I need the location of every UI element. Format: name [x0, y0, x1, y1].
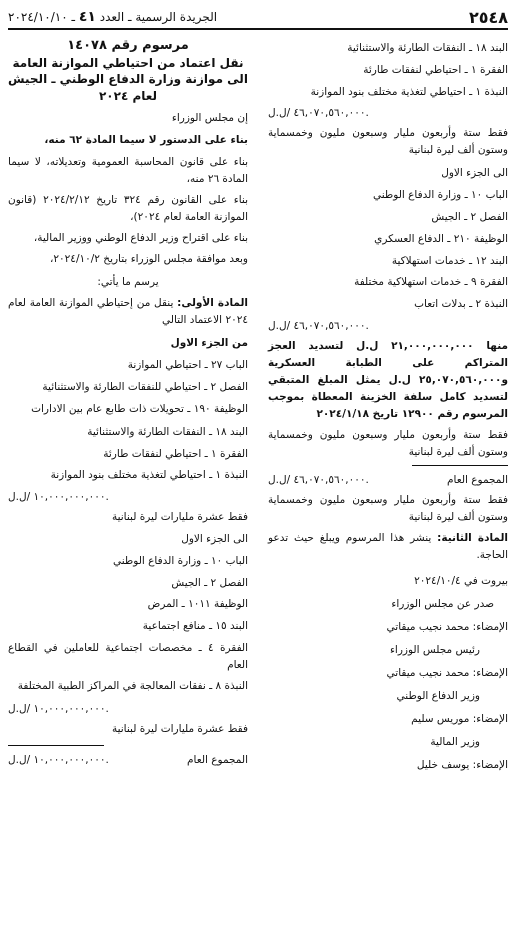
- defense-minister-title: وزير الدفاع الوطني: [396, 689, 480, 702]
- decree-title: نقل اعتماد من احتياطي الموازنة العامة الى موازنة وزارة الدفاع الوطني ـ الجيش لعام ٢٠٢٤: [8, 55, 248, 103]
- grand-total: [268, 470, 508, 490]
- amount: ٤٦,٠٧٠,٥٦٠,٠٠٠ /ل.ل.: [268, 107, 369, 120]
- finance-minister-title: وزير المالية: [430, 735, 480, 748]
- article-two-text: ينشر هذا المرسوم ويبلغ حيث تدعو الحاجة.: [268, 531, 508, 561]
- budget-line: الفقرة ٩ ـ خدمات استهلاكية مختلفة: [354, 276, 508, 289]
- signature: الإمضاء: يوسف خليل: [416, 758, 508, 771]
- amount: ١٠,٠٠٠,٠٠٠,٠٠٠ /ل.ل.: [8, 702, 109, 715]
- budget-line: البند ١٨ ـ النفقات الطارئة والاستثنائية: [87, 425, 248, 438]
- page-header: [8, 6, 508, 30]
- budget-line: النبذة ٢ ـ بدلات اتعاب: [414, 298, 508, 311]
- budget-line: الفصل ٢ ـ احتياطي للنفقات الطارئة والاستثنائية: [42, 380, 248, 393]
- article-two: [268, 530, 508, 564]
- recital: بناء على اقتراح وزير الدفاع الوطني ووزير المالية،: [33, 231, 248, 244]
- council-heading: إن مجلس الوزراء: [171, 112, 248, 124]
- article-one-label: المادة الأولى:: [177, 297, 249, 310]
- grand-total-value: ١٠,٠٠٠,٠٠٠,٠٠٠ /ل.ل.: [8, 753, 109, 766]
- amount-in-words: فقط ستة وأربعون مليار وسبعون مليون وخمسماية وستون ألف ليرة لبنانية: [268, 493, 508, 523]
- journal-title: [8, 9, 217, 25]
- grand-total-label: المجموع العام: [447, 473, 508, 486]
- page-number: ٢٥٤٨: [468, 7, 508, 27]
- allocation-note: منها ٢١,٠٠٠,٠٠٠,٠٠٠ ل.ل لتسديد العجز المتراكم على الطبابة العسكرية و٢٥,٠٧٠,٥٦٠,٠٠٠ ل.ل يمثل المبلغ المتبقي لتسديد كامل سلفة الخزينة المعطاة بموجب المرسوم رقم ١٢٩٠٠ تاريخ ٢٠٢٤/١/١٨: [268, 339, 508, 420]
- amount-in-words: فقط عشرة مليارات ليرة لبنانية: [111, 722, 248, 735]
- issue-number: ٤١: [78, 9, 96, 25]
- issue-date: ـ ٢٠٢٤/١٠/١٠: [8, 10, 75, 24]
- budget-line: الوظيفة ١٩٠ ـ تحويلات ذات طابع عام بين الادارات: [31, 402, 248, 415]
- issued-by: صدر عن مجلس الوزراء: [391, 597, 494, 610]
- amount-in-words: فقط ستة وأربعون مليار وسبعون مليون وخمسماية وستون ألف ليرة لبنانية: [268, 127, 508, 157]
- budget-line: الفصل ٢ ـ الجيش: [431, 210, 508, 223]
- recital: بناء على القانون رقم ٣٢٤ تاريخ ٢٠٢٤/٢/١٢ (قانون الموازنة العامة لعام ٢٠٢٤)،: [8, 193, 248, 223]
- budget-line: الباب ٢٧ ـ احتياطي الموازنة: [127, 359, 248, 372]
- article-one: [8, 295, 248, 329]
- left-column: [8, 38, 248, 770]
- budget-line: النبذة ١ ـ احتياطي لتغذية مختلف بنود الموازنة: [50, 469, 248, 482]
- journal-name: الجريدة الرسمية ـ العدد: [99, 10, 218, 24]
- grand-total-label: المجموع العام: [187, 753, 248, 766]
- amount: ٤٦,٠٧٠,٥٦٠,٠٠٠ /ل.ل.: [268, 319, 369, 332]
- amount: ١٠,٠٠٠,٠٠٠,٠٠٠ /ل.ل.: [8, 491, 109, 504]
- right-column: [268, 38, 508, 777]
- amount-in-words: فقط ستة وأربعون مليار وسبعون مليون وخمسماية وستون ألف ليرة لبنانية: [268, 428, 508, 458]
- signature: الإمضاء: موريس سليم: [411, 712, 508, 725]
- budget-line: الباب ١٠ ـ وزارة الدفاع الوطني: [373, 189, 508, 202]
- grand-total: [8, 750, 248, 770]
- divider: [412, 465, 508, 466]
- budget-line: البند ١٥ ـ منافع اجتماعية: [142, 620, 248, 633]
- article-two-label: المادة الثانية:: [437, 531, 508, 544]
- budget-line: الفصل ٢ ـ الجيش: [171, 576, 248, 589]
- decree-number: مرسوم رقم ١٤٠٧٨: [67, 38, 189, 53]
- signature: الإمضاء: محمد نجيب ميقاتي: [386, 666, 508, 679]
- signature: الإمضاء: محمد نجيب ميقاتي: [386, 620, 508, 633]
- place-date: بيروت في ٢٠٢٤/١٠/٤: [414, 574, 508, 587]
- part-heading: من الجزء الاول: [170, 337, 248, 350]
- recital: بناء على قانون المحاسبة العمومية وتعديلاته، لا سيما المادة ٢٦ منه،: [8, 155, 248, 185]
- decrees-heading: يرسم ما يأتي:: [97, 275, 159, 288]
- budget-line: الباب ١٠ ـ وزارة الدفاع الوطني: [113, 554, 248, 567]
- part-heading: الى الجزء الاول: [181, 532, 248, 545]
- budget-line: الفقرة ١ ـ احتياطي لنفقات طارئة: [363, 63, 508, 76]
- divider: [8, 745, 104, 746]
- budget-line: الوظيفة ١٠١١ ـ المرض: [147, 598, 248, 611]
- budget-line: البند ١٨ ـ النفقات الطارئة والاستثنائية: [347, 42, 508, 54]
- constitutional-basis: بناء على الدستور لا سيما المادة ٦٢ منه،: [44, 133, 248, 146]
- budget-line: الى الجزء الاول: [441, 167, 508, 180]
- article-one-text: ينقل من إحتياطي الموازنة العامة لعام ٢٠٢٤ الاعتماد التالي: [8, 297, 248, 327]
- amount-in-words: فقط عشرة مليارات ليرة لبنانية: [111, 511, 248, 524]
- budget-line: النبذة ١ ـ احتياطي لتغذية مختلف بنود الموازنة: [310, 85, 508, 98]
- budget-line: البند ١٢ ـ خدمات استهلاكية: [391, 254, 508, 267]
- budget-line: الوظيفة ٢١٠ ـ الدفاع العسكري: [374, 232, 508, 245]
- pm-title: رئيس مجلس الوزراء: [389, 643, 480, 656]
- grand-total-value: ٤٦,٠٧٠,٥٦٠,٠٠٠ /ل.ل.: [268, 473, 369, 486]
- recital: وبعد موافقة مجلس الوزراء بتاريخ ٢٠٢٤/١٠/٢،: [50, 252, 248, 265]
- budget-line: الفقرة ١ ـ احتياطي لنفقات طارئة: [103, 447, 248, 460]
- budget-line: الفقرة ٤ ـ مخصصات اجتماعية للعاملين في القطاع العام: [8, 641, 248, 671]
- budget-line: النبذة ٨ ـ نفقات المعالجة في المراكز الطبية المختلفة: [17, 679, 248, 692]
